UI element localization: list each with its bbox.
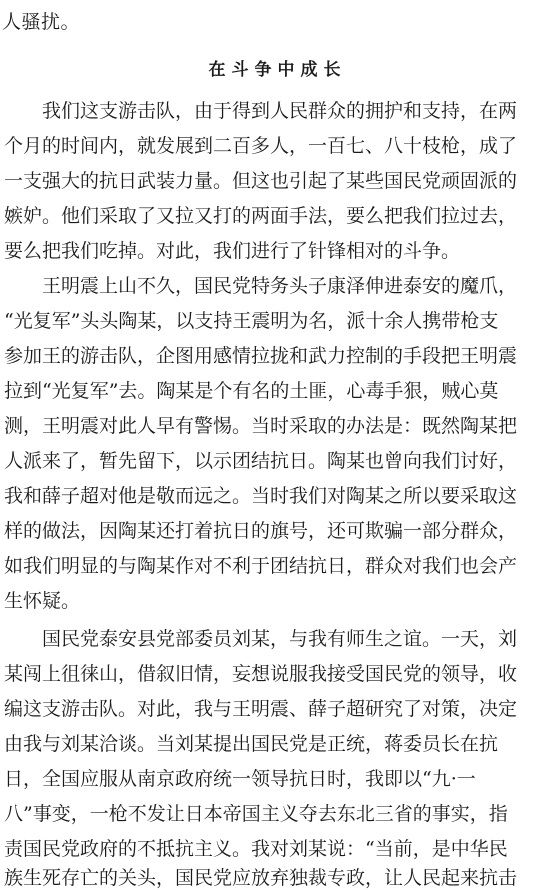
text-line: 嫉妒。他们采取了又拉又打的两面手法，要么把我们拉过去，: [4, 205, 518, 227]
text-line: 如我们明显的与陶某作对不利于团结抗日，群众对我们也会产: [4, 555, 518, 577]
text-line: 参加王的游击队，企图用感情拉拢和武力控制的手段把王明震: [4, 345, 518, 367]
text-line: 族生死存亡的关头，国民党应放弃独裁专政，让人民起来抗击: [4, 867, 518, 889]
section-title: 在斗争中成长: [208, 60, 347, 80]
text-line: 王明震上山不久，国民党特务头子康泽伸进泰安的魔爪，: [42, 275, 518, 297]
text-line: 八”事变，一枪不发让日本帝国主义夺去东北三省的事实，指: [4, 803, 508, 825]
text-line: 测，王明震对此人早有警惕。当时采取的办法是：既然陶某把: [4, 415, 518, 437]
text-line: 日，全国应服从南京政府统一领导抗日时，我即以“九·一: [4, 768, 476, 790]
text-line: 编这支游击队。对此，我与王明震、薛子超研究了对策，决定: [4, 698, 518, 720]
text-line: 某闯上徂徕山，借叙旧情，妄想说服我接受国民党的领导，收: [4, 663, 518, 685]
text-line: 生怀疑。: [4, 590, 81, 612]
text-line: 我们这支游击队，由于得到人民群众的拥护和支持，在两: [42, 100, 518, 122]
paragraph-fragment: 人骚扰。: [2, 11, 81, 33]
text-line: 拉到“光复军”去。陶某是个有名的土匪，心毒手狠，贼心莫: [4, 380, 499, 402]
text-line: 人派来了，暂先留下，以示团结抗日。陶某也曾向我们讨好，: [4, 450, 518, 472]
text-line: 由我与刘某洽谈。当刘某提出国民党是正统，蒋委员长在抗: [4, 733, 499, 755]
text-line: “光复军”头头陶某，以支持王震明为名，派十余人携带枪支: [4, 310, 499, 332]
text-line: 个月的时间内，就发展到二百多人，一百七、八十枝枪，成了: [4, 135, 518, 157]
text-line: 要么把我们吃掉。对此，我们进行了针锋相对的斗争。: [4, 240, 461, 262]
text-line: 一支强大的抗日武装力量。但这也引起了某些国民党顽固派的: [4, 170, 518, 192]
text-line: 样的做法，因陶某还打着抗日的旗号，还可欺骗一部分群众，: [4, 520, 518, 542]
text-line: 责国民党政府的不抵抗主义。我对刘某说：“当前，是中华民: [4, 838, 508, 860]
text-line: 我和薛子超对他是敬而远之。当时我们对陶某之所以要采取这: [4, 485, 518, 507]
text-line: 国民党泰安县党部委员刘某，与我有师生之谊。一天，刘: [42, 628, 518, 650]
